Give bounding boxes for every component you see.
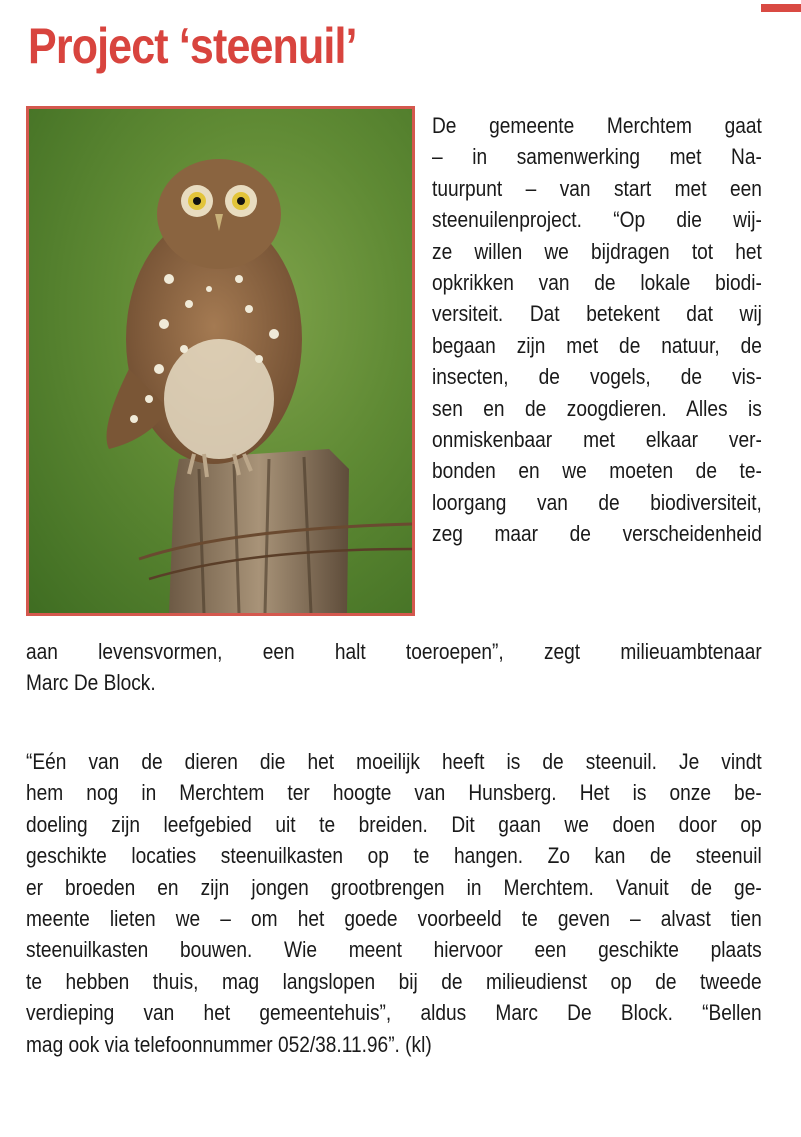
text-line: doeling zijn leefgebied uit te breiden. Dit gaan we doen door op: [26, 811, 762, 837]
text-line: hem nog in Merchtem ter hoogte van Hunsberg. Het is onze be-: [26, 780, 762, 806]
text-line: meente lieten we – om het goede voorbeeld te geven – alvast tien: [26, 906, 762, 932]
text-line: bonden en we moeten de te-: [432, 458, 762, 484]
text-line: geschikte locaties steenuilkasten op te hangen. Zo kan de steenuil: [26, 843, 762, 869]
owl-photo: [26, 106, 415, 616]
text-line: opkrikken van de lokale biodi-: [432, 270, 762, 296]
text-line: steenuilenproject. “Op die wij-: [432, 207, 762, 233]
owl-photo-icon: [29, 109, 412, 613]
paragraph-2: [26, 746, 762, 1060]
text-line: verdieping van het gemeentehuis”, aldus Marc De Block. “Bellen: [26, 1000, 762, 1026]
text-line: loorgang van de biodiversiteit,: [432, 489, 762, 515]
text-line: versiteit. Dat betekent dat wij: [432, 301, 762, 327]
paragraph-1-full: [26, 636, 762, 699]
text-line: onmiskenbaar met elkaar ver-: [432, 427, 762, 453]
text-line: sen en de zoogdieren. Alles is: [432, 395, 762, 421]
text-line: er broeden en zijn jongen grootbrengen in Merchtem. Vanuit de ge-: [26, 874, 762, 900]
text-line: zeg maar de verscheidenheid: [432, 521, 762, 547]
corner-accent-bar: [761, 4, 801, 12]
text-line: te hebben thuis, mag langslopen bij de milieudienst op de tweede: [26, 968, 762, 994]
text-line: begaan zijn met de natuur, de: [432, 332, 762, 358]
paragraph-1-wrapped: [432, 110, 762, 550]
text-line: mag ook via telefoonnummer 052/38.11.96”. (kl): [26, 1031, 432, 1057]
text-line: De gemeente Merchtem gaat: [432, 113, 762, 138]
text-line: insecten, de vogels, de vis-: [432, 364, 762, 390]
text-line: “Eén van de dieren die het moeilijk heeft is de steenuil. Je vindt: [26, 749, 762, 774]
text-line: tuurpunt – van start met een: [432, 175, 762, 201]
text-line: Marc De Block.: [26, 670, 156, 696]
article-title: Project ‘steenuil’: [28, 18, 357, 74]
text-line: aan levensvormen, een halt toeroepen”, zegt milieuambtenaar: [26, 639, 762, 664]
text-line: – in samenwerking met Na-: [432, 144, 762, 170]
text-line: ze willen we bijdragen tot het: [432, 238, 762, 264]
text-line: steenuilkasten bouwen. Wie meent hiervoor een geschikte plaats: [26, 937, 762, 963]
